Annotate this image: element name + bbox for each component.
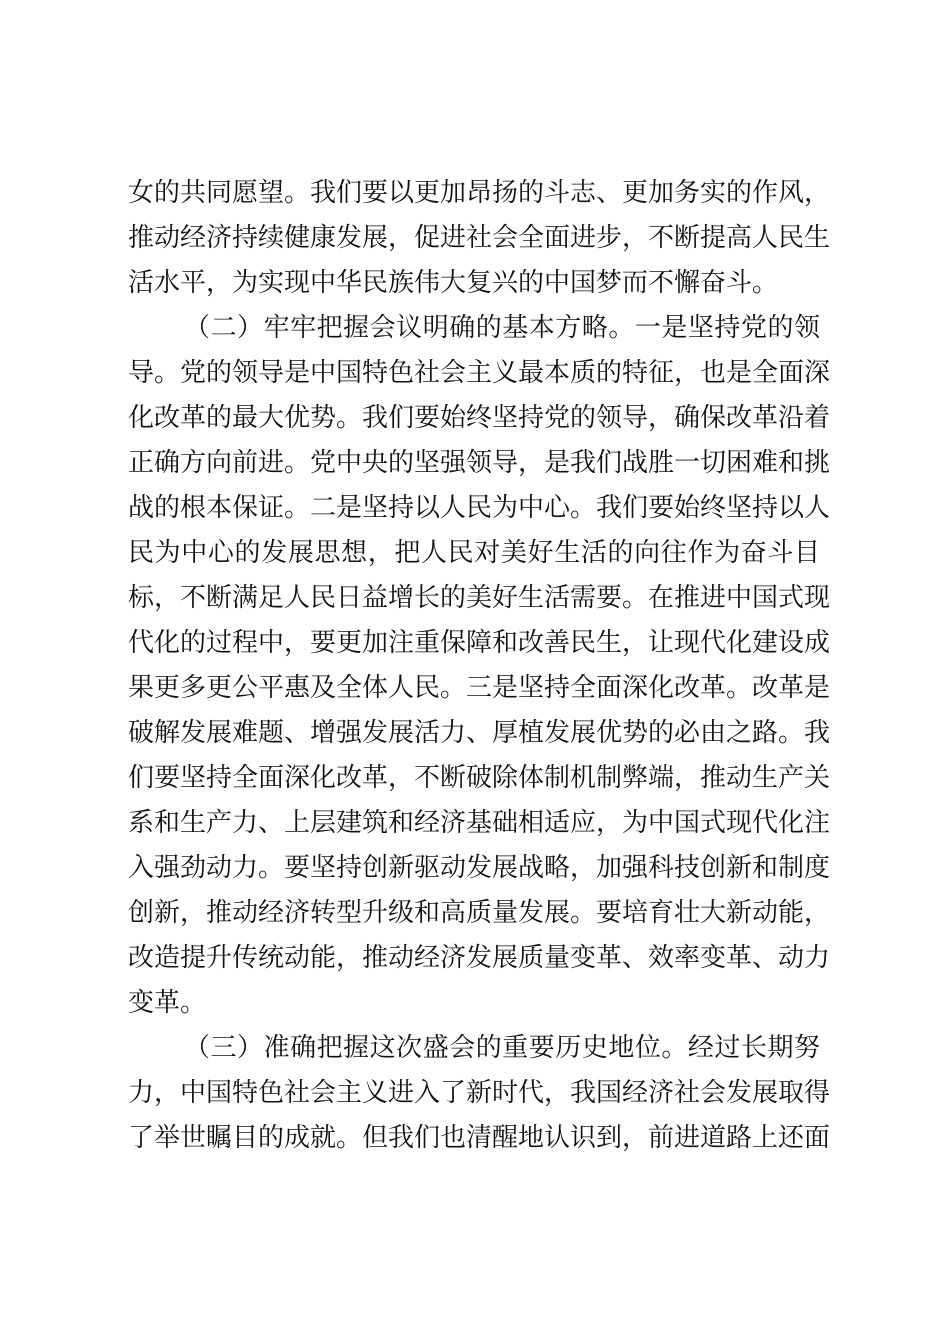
text-line: 力，中国特色社会主义进入了新时代，我国经济社会发展取得 [128,1078,831,1108]
text-line: 民为中心的发展思想，把人民对美好生活的向往作为奋斗目 [128,538,820,568]
text-line: 入强劲动力。要坚持创新驱动发展战略，加强科技创新和制度 [128,853,831,883]
text-line: 活水平，为实现中华民族伟大复兴的中国梦而不懈奋斗。 [128,268,779,298]
text-line: 导。党的领导是中国特色社会主义最本质的特征，也是全面深 [128,358,831,388]
text-line: 女的共同愿望。我们要以更加昂扬的斗志、更加务实的作风， [128,178,831,208]
text-line: （三）准确把握这次盛会的重要历史地位。经过长期努 [184,1033,820,1063]
text-line: 果更多更公平惠及全体人民。三是坚持全面深化改革。改革是 [128,673,831,703]
text-line: 系和生产力、上层建筑和经济基础相适应，为中国式现代化注 [128,808,831,838]
text-line: 改造提升传统动能，推动经济发展质量变革、效率变革、动力 [128,943,831,973]
text-line: 破解发展难题、增强发展活力、厚植发展优势的必由之路。我 [128,718,831,748]
text-line: 了举世瞩目的成就。但我们也清醒地认识到，前进道路上还面 [128,1123,831,1153]
text-line: 推动经济持续健康发展，促进社会全面进步，不断提高人民生 [128,223,831,253]
text-line: （二）牢牢把握会议明确的基本方略。一是坚持党的领 [184,313,820,343]
text-line: 创新，推动经济转型升级和高质量发展。要培育壮大新动能， [128,898,831,928]
body-text [128,171,831,1161]
text-line: 标，不断满足人民日益增长的美好生活需要。在推进中国式现 [128,583,831,613]
text-line: 正确方向前进。党中央的坚强领导，是我们战胜一切困难和挑 [128,448,831,478]
text-line: 们要坚持全面深化改革，不断破除体制机制弊端，推动生产关 [128,763,831,793]
text-line: 代化的过程中，要更加注重保障和改善民生，让现代化建设成 [128,628,831,658]
text-line: 化改革的最大优势。我们要始终坚持党的领导，确保改革沿着 [128,403,831,433]
text-line: 变革。 [128,988,207,1018]
text-line: 战的根本保证。二是坚持以人民为中心。我们要始终坚持以人 [128,493,831,523]
